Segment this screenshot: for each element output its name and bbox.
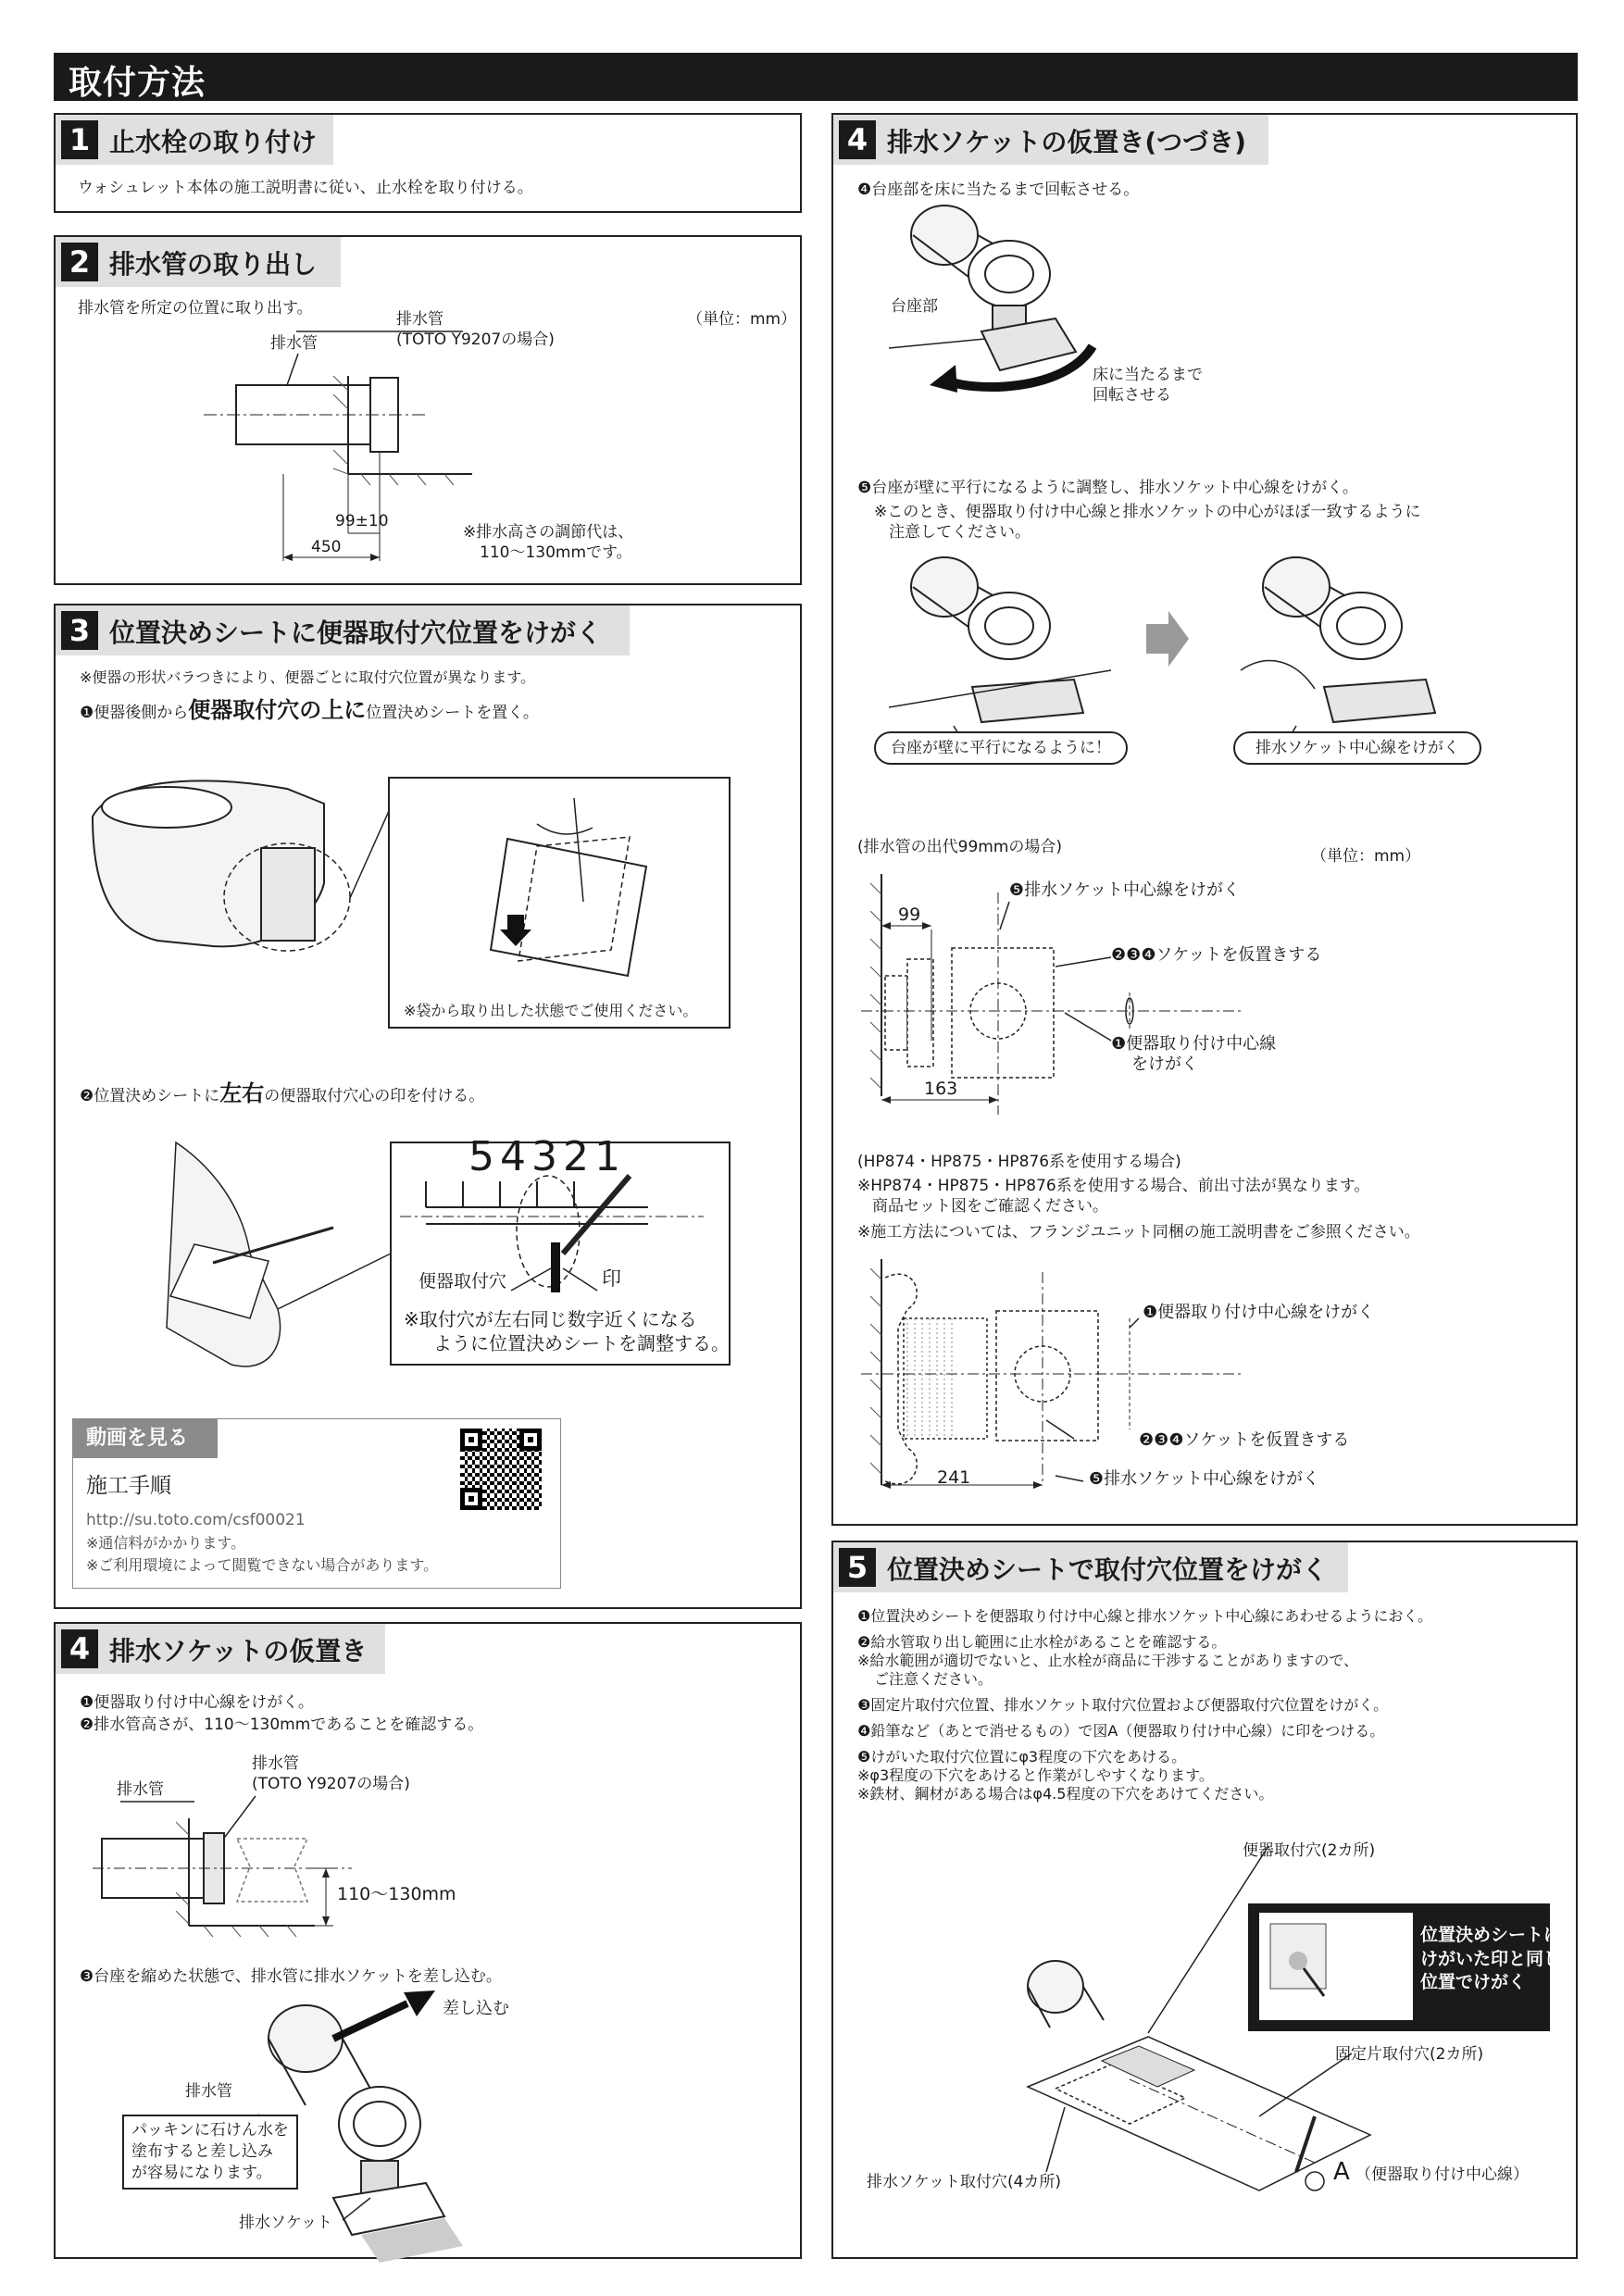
section-title: 排水ソケットの仮置き [109,1636,368,1666]
rotate-label: 床に当たるまで [1093,366,1203,384]
inset-line: けがいた印と同じ [1420,1948,1562,1969]
inset-line: 位置決めシートに [1420,1925,1562,1945]
section-number: 3 [61,611,98,650]
step-line: ❹鉛筆など（あとで消せるもの）で図A（便器取り付け中心線）に印をつける。 [857,1722,1385,1740]
tip-line: 塗布すると差し込み [131,2141,273,2161]
soap-tip [122,2115,298,2190]
step-1-pre: ❶便器後側から [80,704,189,722]
toto-model-label: (TOTO Y9207の場合) [396,331,555,349]
step-line: ご注意ください。 [874,1670,993,1688]
page-title-bar [54,53,1578,101]
toto-pipe-label: 排水管 [396,310,443,329]
tip-bubble: 台座が壁に平行になるように！ [874,731,1128,765]
page-title: 取付方法 [69,64,206,102]
dim-163: 163 [924,1079,958,1099]
video-heading: 動画を見る [73,1419,218,1458]
section-title: 位置決めシートで取付穴位置をけがく [887,1554,1329,1585]
unit-label: （単位：mm） [1311,847,1421,866]
step-4: ❹台座部を床に当たるまで回転させる。 [857,181,1140,199]
socket-centerline-label: ❺排水ソケット中心線をけがく [1009,880,1241,900]
inset-caption [1420,1924,1561,1995]
tip-line: パッキンに石けん水を [131,2121,289,2140]
step-2-pre: ❷位置決めシートに [80,1087,220,1105]
step-1-emphasis: 便器取付穴の上に [188,697,367,723]
step-5-note: 注意してください。 [889,523,1031,542]
dim-450: 450 [311,538,342,556]
insert-label: 差し込む [443,1999,509,2018]
step-2-post: の便器取付穴心の印を付ける。 [264,1087,485,1105]
video-title: 施工手順 [86,1474,171,1498]
section-5 [831,1541,1578,2259]
unit-label: （単位：mm） [687,310,797,329]
hp-socket-label: ❷❸❹ソケットを仮置きする [1139,1430,1350,1450]
hp-note: ※施工方法については、フランジユニット同梱の施工説明書をご参照ください。 [857,1223,1420,1242]
qr-finder [460,1488,482,1510]
drain-pipe-diagram [56,237,804,587]
step-1-post: 位置決めシートを置く。 [366,704,539,722]
step-line: ※φ3程度の下穴をあけると作業がしやすくなります。 [857,1766,1214,1784]
step-2-emphasis: 左右 [219,1080,265,1106]
toilet-centerline-label: をけがく [1131,1054,1198,1074]
scale-numbers: 54321 [468,1133,626,1180]
hp-note: 商品セット図をご確認ください。 [872,1197,1108,1216]
bag-note: ※袋から取り出した状態でご使用ください。 [404,1002,698,1019]
height-note: ※排水高さの調節代は、 [463,523,634,542]
socket-place-label: ❷❸❹ソケットを仮置きする [1111,945,1322,965]
step-2: ❷排水管高さが、110〜130mmであることを確認する。 [80,1716,484,1734]
pipe-label: 排水管 [270,334,318,353]
section-number: 1 [61,120,98,159]
section-4 [54,1622,802,2259]
step-line: ❺けがいた取付穴位置にφ3程度の下穴をあける。 [857,1748,1187,1766]
qr-finder [519,1429,542,1451]
video-url[interactable]: http://su.toto.com/csf00021 [86,1511,306,1529]
pipe-label: 排水管 [185,2082,232,2101]
socket-label: 排水ソケット [239,2214,332,2232]
toilet-hole-label: 便器取付穴(2カ所) [1243,1841,1376,1860]
point-a: A [1333,2158,1350,2186]
step-3: ❸台座を縮めた状態で、排水管に排水ソケットを差し込む。 [80,1967,502,1986]
section-number: 4 [839,120,876,159]
height-note: 110〜130mmです。 [480,543,632,562]
height-range: 110〜130mm [337,1884,456,1904]
tip-bubble: 排水ソケット中心線をけがく [1233,731,1481,765]
step-line: ❶位置決めシートを便器取り付け中心線と排水ソケット中心線にあわせるようにおく。 [857,1607,1433,1625]
section-title: 位置決めシートに便器取付穴位置をけがく [109,618,603,648]
video-note: ※通信料がかかります。 [86,1534,246,1552]
section-title: 排水管の取り出し [109,249,318,280]
step-line: ❷給水管取り出し範囲に止水栓があることを確認する。 [857,1633,1227,1651]
hp-socket-centerline-label: ❺排水ソケット中心線をけがく [1089,1469,1320,1489]
fixing-hole-label: 固定片取付穴(2カ所) [1335,2045,1484,2064]
toto-model-label: (TOTO Y9207の場合) [252,1775,410,1793]
video-panel[interactable] [72,1418,561,1589]
section-title: 排水ソケットの仮置き(つづき) [887,127,1246,157]
pipe-label: 排水管 [117,1780,164,1799]
sheet-marking-illustration [833,1542,1580,2261]
adjust-note: ※取付穴が左右同じ数字近くになる [404,1308,697,1330]
dim-99: 99 [898,905,921,925]
step-1: ❶便器取り付け中心線をけがく。 [80,1693,314,1712]
step-line: ❸固定片取付穴位置、排水ソケット取付穴位置および便器取付穴位置をけがく。 [857,1696,1389,1714]
section-1 [54,113,802,213]
rotate-label: 回転させる [1093,386,1171,405]
video-note: ※ご利用環境によって閲覧できない場合があります。 [86,1556,439,1574]
section-4-continued [831,113,1578,1526]
step-5-note: ※このとき、便器取り付け中心線と排水ソケットの中心がほぼ一致するように [874,503,1421,521]
hp-note: ※HP874・HP875・HP876系を使用する場合、前出寸法が異なります。 [857,1177,1370,1195]
variance-note: ※便器の形状バラつきにより、便器ごとに取付穴位置が異なります。 [80,668,536,686]
case-99-title: (排水管の出代99mmの場合) [857,838,1063,856]
socket-hole-label: 排水ソケット取付穴(4カ所) [867,2173,1062,2191]
step-5: ❺台座が壁に平行になるように調整し、排水ソケット中心線をけがく。 [857,479,1358,497]
hole-label: 便器取付穴 [418,1271,507,1292]
section-number: 4 [61,1629,98,1668]
pedestal-label: 台座部 [891,297,938,316]
point-a-label: （便器取り付け中心線） [1355,2165,1529,2184]
hp-title: (HP874・HP875・HP876系を使用する場合) [857,1153,1181,1171]
toilet-centerline-label: ❶便器取り付け中心線 [1111,1034,1277,1054]
step-line: ※鉄材、鋼材がある場合はφ4.5程度の下穴をあけてください。 [857,1785,1274,1803]
dim-99: 99±10 [335,512,389,530]
section-body: 排水管を所定の位置に取り出す。 [78,299,313,318]
qr-finder [460,1429,482,1451]
section-3 [54,604,802,1609]
adjust-note: ように位置決めシートを調整する。 [433,1332,730,1354]
section-2 [54,235,802,585]
section-title: 止水栓の取り付け [109,127,318,157]
section-header [56,115,333,165]
mark-label: 印 [602,1267,621,1290]
section-number: 2 [61,243,98,281]
tip-line: が容易になります。 [131,2163,272,2182]
step-line: ※給水範囲が適切でないと、止水栓が商品に干渉することがありますので、 [857,1652,1359,1669]
inset-line: 位置でけがく [1420,1972,1527,1993]
dim-241: 241 [937,1467,971,1488]
hp-centerline-label: ❶便器取り付け中心線をけがく [1143,1303,1375,1322]
section-number: 5 [839,1548,876,1587]
toto-pipe-label: 排水管 [252,1754,299,1773]
section-body: ウォシュレット本体の施工説明書に従い、止水栓を取り付ける。 [78,179,533,197]
